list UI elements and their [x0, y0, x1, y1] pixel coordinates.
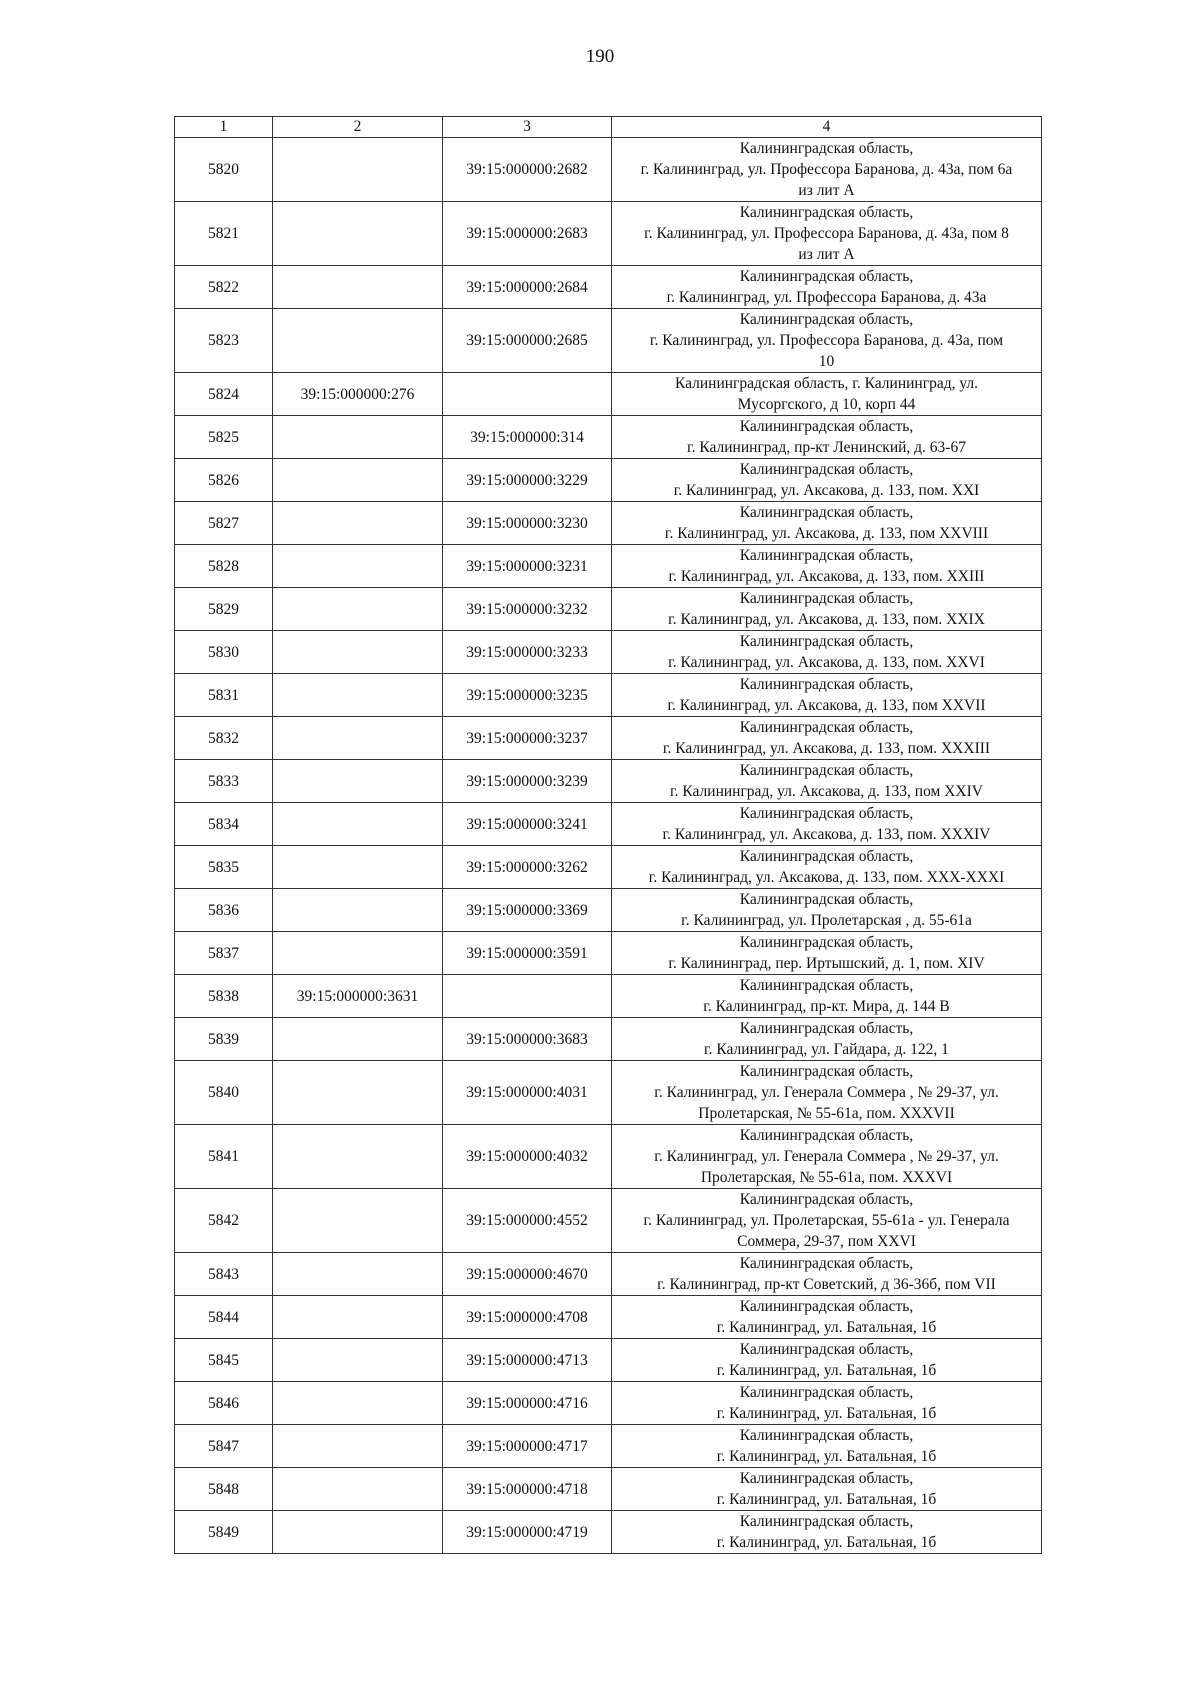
- address-cell: Калининградская область, г. Калининград, ул. Аксакова, д. 133, пом XXVII: [612, 674, 1042, 717]
- cadastral-number-cell: 39:15:000000:2685: [443, 309, 612, 373]
- address-cell: Калининградская область, г. Калининград, ул. Пролетарская, 55-61а - ул. Генерала Соммера, 29-37, пом XXVI: [612, 1189, 1042, 1253]
- column-2-cell: [273, 545, 443, 588]
- row-number-cell: 5833: [175, 760, 273, 803]
- address-cell: Калининградская область, г. Калининград, ул. Профессора Баранова, д. 43а: [612, 266, 1042, 309]
- column-2-cell: [273, 309, 443, 373]
- address-cell: Калининградская область, г. Калининград, ул. Генерала Соммера , № 29-37, ул. Пролетарская, № 55-61а, пом. XXXVI: [612, 1125, 1042, 1189]
- row-number-cell: 5823: [175, 309, 273, 373]
- table-row: [175, 631, 1042, 674]
- address-cell: Калининградская область, г. Калининград, ул. Генерала Соммера , № 29-37, ул. Пролетарская, № 55-61а, пом. XXXVII: [612, 1061, 1042, 1125]
- row-number-cell: 5844: [175, 1296, 273, 1339]
- row-number-cell: 5825: [175, 416, 273, 459]
- column-header: 4: [612, 117, 1042, 138]
- cadastral-number-cell: 39:15:000000:3233: [443, 631, 612, 674]
- address-cell: Калининградская область, г. Калининград, ул. Батальная, 1б: [612, 1296, 1042, 1339]
- row-number-cell: 5835: [175, 846, 273, 889]
- row-number-cell: 5848: [175, 1468, 273, 1511]
- cadastral-number-cell: 39:15:000000:3230: [443, 502, 612, 545]
- table-row: [175, 1425, 1042, 1468]
- table-row: [175, 932, 1042, 975]
- column-2-cell: [273, 202, 443, 266]
- row-number-cell: 5820: [175, 138, 273, 202]
- column-2-cell: [273, 1511, 443, 1554]
- cadastral-number-cell: 39:15:000000:4708: [443, 1296, 612, 1339]
- column-2-cell: [273, 846, 443, 889]
- table-row: [175, 1511, 1042, 1554]
- cadastral-number-cell: 39:15:000000:4031: [443, 1061, 612, 1125]
- table-row: [175, 266, 1042, 309]
- cadastral-number-cell: 39:15:000000:3262: [443, 846, 612, 889]
- row-number-cell: 5836: [175, 889, 273, 932]
- table-row: [175, 588, 1042, 631]
- table-row: [175, 459, 1042, 502]
- cadastral-number-cell: 39:15:000000:4717: [443, 1425, 612, 1468]
- address-cell: Калининградская область, г. Калининград, ул. Аксакова, д. 133, пом XXIV: [612, 760, 1042, 803]
- row-number-cell: 5834: [175, 803, 273, 846]
- table-row: [175, 138, 1042, 202]
- column-2-cell: [273, 1061, 443, 1125]
- address-cell: Калининградская область, г. Калининград, пр-кт Советский, д 36-36б, пом VII: [612, 1253, 1042, 1296]
- address-cell: Калининградская область, г. Калининград, ул. Батальная, 1б: [612, 1425, 1042, 1468]
- row-number-cell: 5824: [175, 373, 273, 416]
- table-row: [175, 1189, 1042, 1253]
- row-number-cell: 5826: [175, 459, 273, 502]
- cadastral-number-cell: 39:15:000000:4032: [443, 1125, 612, 1189]
- column-2-cell: [273, 416, 443, 459]
- column-2-cell: [273, 1425, 443, 1468]
- cadastral-number-cell: 39:15:000000:4552: [443, 1189, 612, 1253]
- cadastral-number-cell: 39:15:000000:3229: [443, 459, 612, 502]
- column-2-cell: [273, 932, 443, 975]
- address-cell: Калининградская область, г. Калининград, ул. Мусоргского, д 10, корп 44: [612, 373, 1042, 416]
- table-header-row: [175, 117, 1042, 138]
- table-row: [175, 674, 1042, 717]
- cadastral-number-cell: 39:15:000000:314: [443, 416, 612, 459]
- address-cell: Калининградская область, г. Калининград, пр-кт. Мира, д. 144 В: [612, 975, 1042, 1018]
- table-row: [175, 1339, 1042, 1382]
- column-2-cell: [273, 631, 443, 674]
- column-2-cell: [273, 588, 443, 631]
- column-2-cell: [273, 1296, 443, 1339]
- column-2-cell: [273, 674, 443, 717]
- row-number-cell: 5846: [175, 1382, 273, 1425]
- address-cell: Калининградская область, г. Калининград, ул. Батальная, 1б: [612, 1382, 1042, 1425]
- row-number-cell: 5831: [175, 674, 273, 717]
- table-row: [175, 1061, 1042, 1125]
- row-number-cell: 5827: [175, 502, 273, 545]
- address-cell: Калининградская область, г. Калининград, ул. Аксакова, д. 133, пом. XXXIV: [612, 803, 1042, 846]
- address-cell: Калининградская область, г. Калининград, ул. Аксакова, д. 133, пом. XXX-XXXI: [612, 846, 1042, 889]
- column-2-cell: [273, 1339, 443, 1382]
- row-number-cell: 5842: [175, 1189, 273, 1253]
- row-number-cell: 5845: [175, 1339, 273, 1382]
- cadastral-number-cell: 39:15:000000:2683: [443, 202, 612, 266]
- cadastral-number-cell: 39:15:000000:4670: [443, 1253, 612, 1296]
- column-2-cell: [273, 138, 443, 202]
- table-row: [175, 545, 1042, 588]
- column-header: 3: [443, 117, 612, 138]
- column-2-cell: [273, 1382, 443, 1425]
- table-row: [175, 1018, 1042, 1061]
- address-cell: Калининградская область, г. Калининград, ул. Пролетарская , д. 55-61а: [612, 889, 1042, 932]
- cadastral-number-cell: 39:15:000000:4718: [443, 1468, 612, 1511]
- cadastral-number-cell: 39:15:000000:3369: [443, 889, 612, 932]
- row-number-cell: 5847: [175, 1425, 273, 1468]
- address-cell: Калининградская область, г. Калининград, ул. Батальная, 1б: [612, 1468, 1042, 1511]
- cadastral-number-cell: 39:15:000000:2684: [443, 266, 612, 309]
- table-row: [175, 202, 1042, 266]
- address-cell: Калининградская область, г. Калининград, ул. Аксакова, д. 133, пом. XXVI: [612, 631, 1042, 674]
- column-2-cell: [273, 760, 443, 803]
- address-cell: Калининградская область, г. Калининград, ул. Профессора Баранова, д. 43а, пом 10: [612, 309, 1042, 373]
- cadastral-number-cell: 39:15:000000:3231: [443, 545, 612, 588]
- table-row: [175, 803, 1042, 846]
- address-cell: Калининградская область, г. Калининград, ул. Батальная, 1б: [612, 1339, 1042, 1382]
- table-row: [175, 502, 1042, 545]
- page-number: 190: [585, 46, 615, 67]
- column-2-cell: [273, 502, 443, 545]
- cadastral-number-cell: 39:15:000000:3239: [443, 760, 612, 803]
- table-row: [175, 1468, 1042, 1511]
- address-cell: Калининградская область, г. Калининград, пер. Иртышский, д. 1, пом. XIV: [612, 932, 1042, 975]
- cadastral-number-cell: 39:15:000000:4713: [443, 1339, 612, 1382]
- row-number-cell: 5822: [175, 266, 273, 309]
- row-number-cell: 5838: [175, 975, 273, 1018]
- row-number-cell: 5829: [175, 588, 273, 631]
- address-cell: Калининградская область, г. Калининград, ул. Аксакова, д. 133, пом. XXI: [612, 459, 1042, 502]
- address-cell: Калининградская область, г. Калининград, ул. Профессора Баранова, д. 43а, пом 6а из лит А: [612, 138, 1042, 202]
- column-2-cell: [273, 1018, 443, 1061]
- column-header: 1: [175, 117, 273, 138]
- row-number-cell: 5849: [175, 1511, 273, 1554]
- cadastral-number-cell: 39:15:000000:3235: [443, 674, 612, 717]
- column-2-cell: [273, 889, 443, 932]
- row-number-cell: 5837: [175, 932, 273, 975]
- column-2-cell: [273, 1125, 443, 1189]
- registry-table: [174, 116, 1042, 1554]
- column-header: 2: [273, 117, 443, 138]
- table-row: [175, 1125, 1042, 1189]
- row-number-cell: 5840: [175, 1061, 273, 1125]
- address-cell: Калининградская область, г. Калининград, пр-кт Ленинский, д. 63-67: [612, 416, 1042, 459]
- address-cell: Калининградская область, г. Калининград, ул. Аксакова, д. 133, пом XXVIII: [612, 502, 1042, 545]
- column-2-cell: [273, 1468, 443, 1511]
- table-row: [175, 416, 1042, 459]
- row-number-cell: 5821: [175, 202, 273, 266]
- row-number-cell: 5843: [175, 1253, 273, 1296]
- row-number-cell: 5832: [175, 717, 273, 760]
- column-2-cell: [273, 1189, 443, 1253]
- cadastral-number-cell: 39:15:000000:2682: [443, 138, 612, 202]
- row-number-cell: 5841: [175, 1125, 273, 1189]
- column-2-cell: [273, 1253, 443, 1296]
- address-cell: Калининградская область, г. Калининград, ул. Профессора Баранова, д. 43а, пом 8 из лит А: [612, 202, 1042, 266]
- cadastral-number-cell: 39:15:000000:3683: [443, 1018, 612, 1061]
- address-cell: Калининградская область, г. Калининград, ул. Батальная, 1б: [612, 1511, 1042, 1554]
- table-row: [175, 889, 1042, 932]
- table-row: [175, 846, 1042, 889]
- cadastral-number-cell: 39:15:000000:4716: [443, 1382, 612, 1425]
- column-2-cell: [273, 717, 443, 760]
- cadastral-number-cell: 39:15:000000:3591: [443, 932, 612, 975]
- cadastral-number-cell: 39:15:000000:4719: [443, 1511, 612, 1554]
- cadastral-number-cell: 39:15:000000:3237: [443, 717, 612, 760]
- row-number-cell: 5839: [175, 1018, 273, 1061]
- table-row: [175, 975, 1042, 1018]
- address-cell: Калининградская область, г. Калининград, ул. Аксакова, д. 133, пом. XXIX: [612, 588, 1042, 631]
- cadastral-number-cell: 39:15:000000:3241: [443, 803, 612, 846]
- table-row: [175, 309, 1042, 373]
- row-number-cell: 5828: [175, 545, 273, 588]
- column-2-cell: 39:15:000000:3631: [273, 975, 443, 1018]
- address-cell: Калининградская область, г. Калининград, ул. Аксакова, д. 133, пом. XXIII: [612, 545, 1042, 588]
- table-row: [175, 1296, 1042, 1339]
- cadastral-number-cell: 39:15:000000:3232: [443, 588, 612, 631]
- address-cell: Калининградская область, г. Калининград, ул. Гайдара, д. 122, 1: [612, 1018, 1042, 1061]
- column-2-cell: [273, 266, 443, 309]
- row-number-cell: 5830: [175, 631, 273, 674]
- column-2-cell: 39:15:000000:276: [273, 373, 443, 416]
- table-row: [175, 373, 1042, 416]
- column-2-cell: [273, 459, 443, 502]
- table-row: [175, 760, 1042, 803]
- table-row: [175, 1253, 1042, 1296]
- cadastral-number-cell: [443, 373, 612, 416]
- table-row: [175, 717, 1042, 760]
- address-cell: Калининградская область, г. Калининград, ул. Аксакова, д. 133, пом. XXXIII: [612, 717, 1042, 760]
- column-2-cell: [273, 803, 443, 846]
- cadastral-number-cell: [443, 975, 612, 1018]
- table-row: [175, 1382, 1042, 1425]
